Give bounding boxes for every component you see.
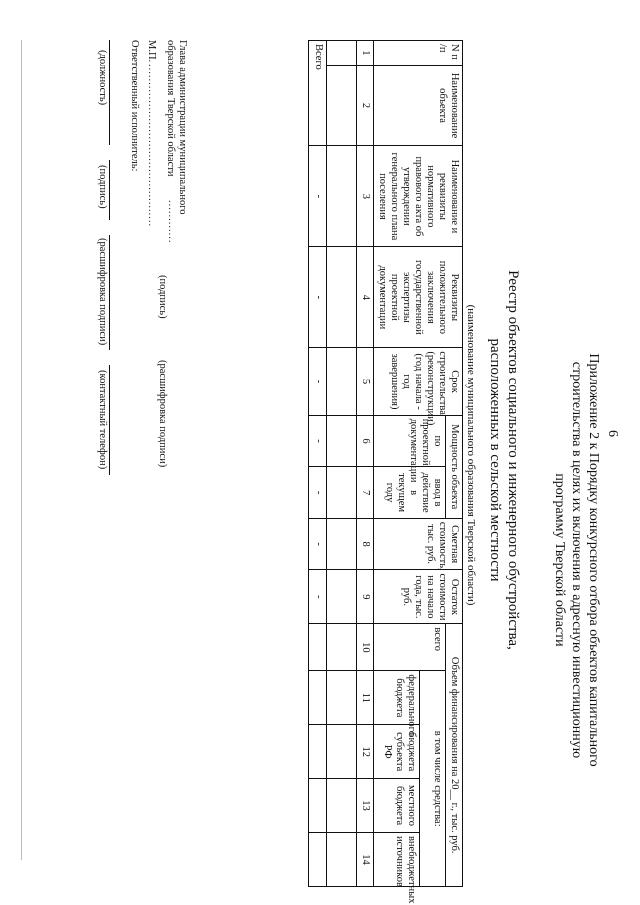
position-caption: (должность) [97, 50, 108, 106]
table-cell [327, 624, 357, 671]
column-number: 14 [357, 832, 374, 886]
total-row [309, 41, 327, 887]
table-cell [327, 41, 357, 66]
col-header-subject: бюджета субъекта РФ [374, 725, 420, 779]
column-number: 10 [357, 624, 374, 671]
col-header-name: Наименование объекта [374, 65, 463, 146]
registry-title-line: Реестр объектов социального и инженерного обустройства, [505, 270, 521, 650]
phone-caption: (контактный телефон) [97, 370, 108, 470]
total-cell-dash: - [309, 467, 327, 519]
column-number: 9 [357, 570, 374, 624]
head-title-line: образования Тверской области [165, 40, 176, 177]
column-number: 13 [357, 779, 374, 833]
total-label: Всего [309, 41, 327, 146]
table-cell [309, 725, 327, 779]
table-cell [309, 671, 327, 725]
signature-line [109, 160, 110, 220]
col-header-federal: федерального бюджета [374, 671, 420, 725]
registry-title-line: расположенных в сельской местности [487, 338, 503, 582]
signature-line [109, 40, 110, 145]
registry-title [486, 200, 522, 720]
appendix-line: Приложение 2 к Порядку конкурсного отбора объектов капитального [586, 353, 601, 767]
column-number: 8 [357, 518, 374, 570]
total-cell-dash: - [309, 415, 327, 467]
column-number-row [357, 41, 374, 887]
col-header-number: N п /п [374, 41, 463, 66]
head-title-line: Глава администрации муниципального [177, 40, 188, 215]
decode-caption: (расшифровка подписи) [97, 238, 108, 346]
column-number: 5 [357, 348, 374, 415]
total-cell-dash: - [309, 146, 327, 247]
table-cell [327, 570, 357, 624]
total-cell-dash: - [309, 570, 327, 624]
column-number: 6 [357, 415, 374, 467]
col-header-capacity-current: ввод в действие в текущем году [374, 467, 446, 519]
head-decode-caption: (расшифровка подписи) [157, 360, 168, 468]
stamp-label: М.П. [146, 40, 157, 63]
column-number: 4 [357, 247, 374, 348]
appendix-line: строительства в целях их включения в адресную инвестиционную [569, 361, 584, 759]
signature-line [109, 235, 110, 350]
head-signature-block [164, 40, 188, 215]
table-cell [327, 671, 357, 725]
municipality-caption: (наименование муниципального образования Тверской области) [465, 304, 477, 606]
col-header-total: всего [374, 624, 446, 671]
col-header-funding: Объем финансирования на 20__ г., тыс. руб. [446, 624, 463, 887]
column-number: 2 [357, 65, 374, 146]
total-cell-dash: - [309, 348, 327, 415]
page-number: 6 [605, 430, 620, 437]
col-header-estimate: Сметная стоимость, тыс. руб. [374, 518, 463, 570]
col-header-term: Срок строительства (реконструкции) (год начала - год завершения) [374, 348, 463, 415]
signature-caption: (подпись) [97, 165, 108, 209]
table-cell [327, 348, 357, 415]
column-number: 3 [357, 146, 374, 247]
table-cell [327, 518, 357, 570]
table-cell [309, 624, 327, 671]
column-number: 12 [357, 725, 374, 779]
responsible-label: Ответственный исполнитель: [129, 40, 140, 172]
column-number: 1 [357, 41, 374, 66]
registry-table [308, 40, 463, 904]
column-number: 7 [357, 467, 374, 519]
col-header-remaining: Остаток стоимости на начало года, тыс. руб. [374, 570, 463, 624]
stamp-line: ............................................. [146, 64, 157, 228]
col-header-including: в том числе средства: [419, 671, 445, 887]
total-cell-dash: - [309, 518, 327, 570]
column-number: 11 [357, 671, 374, 725]
col-header-expertise: Реквизиты положительного заключения государственной экспертизы проектной документации [374, 247, 463, 348]
signature-line [109, 365, 110, 475]
head-signature-caption: (подпись) [157, 275, 168, 319]
head-signature-line: ............ [166, 200, 177, 244]
header-row [446, 41, 463, 887]
table-cell [327, 832, 357, 886]
table-cell [327, 146, 357, 247]
table-cell [327, 467, 357, 519]
col-header-act: Наименование и реквизиты нормативного правового акта об утверждении генерального плана поселения [374, 146, 463, 247]
table-cell [309, 832, 327, 886]
table-row [327, 41, 357, 887]
table-cell [327, 779, 357, 833]
table-cell [309, 779, 327, 833]
appendix-line: программу Тверской области [552, 473, 567, 647]
col-header-extrabudget: внебюджетных источников [374, 832, 420, 886]
total-cell-dash: - [309, 247, 327, 348]
appendix-heading [551, 300, 602, 820]
table-cell [327, 65, 357, 146]
col-header-capacity: Мощность объекта [446, 415, 463, 518]
table-cell [327, 415, 357, 467]
scan-edge-line [21, 40, 22, 860]
table-cell [327, 725, 357, 779]
col-header-local: местного бюджета [374, 779, 420, 833]
col-header-capacity-project: по проектной документации [374, 415, 446, 467]
table-cell [327, 247, 357, 348]
